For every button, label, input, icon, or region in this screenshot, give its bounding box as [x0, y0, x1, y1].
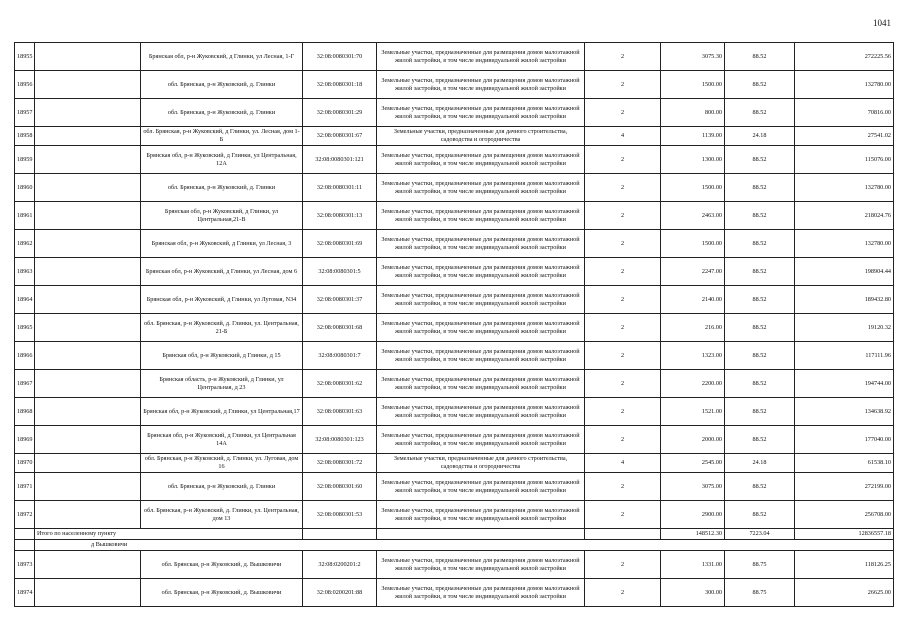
use-group-cell: 2 — [585, 43, 661, 71]
table-row — [15, 127, 894, 146]
rate-cell: 24.18 — [725, 127, 795, 146]
address-cell: обл. Брянская, р-н Жуковский, д. Глинки — [141, 99, 303, 127]
area-cell: 2000.00 — [661, 426, 725, 454]
cadastral-value-cell: 70816.00 — [795, 99, 894, 127]
address-cell: обл. Брянская, р-н Жуковский, д. Глинки, ул. Центральная, дом 13 — [141, 501, 303, 529]
empty-cell — [35, 501, 141, 529]
cadastral-number-cell: 32:08:0080301:13 — [303, 202, 377, 230]
cadastral-value-cell: 194744.00 — [795, 370, 894, 398]
cadastral-value-cell: 132780.00 — [795, 71, 894, 99]
cadastral-number-cell: 32:08:0080301:72 — [303, 454, 377, 473]
table-row — [15, 426, 894, 454]
land-registry-table — [14, 42, 894, 607]
cadastral-value-cell: 117111.96 — [795, 342, 894, 370]
use-group-cell: 2 — [585, 501, 661, 529]
total-value-cell: 12836557.18 — [795, 529, 894, 540]
area-cell: 1331.00 — [661, 551, 725, 579]
cadastral-number-cell: 32:08:0080301:7 — [303, 342, 377, 370]
table-row — [15, 314, 894, 342]
cadastral-number-cell: 32:08:0080301:18 — [303, 71, 377, 99]
use-group-cell: 2 — [585, 426, 661, 454]
cadastral-value-cell: 27541.02 — [795, 127, 894, 146]
cadastral-number-cell: 32:08:0080301:5 — [303, 258, 377, 286]
area-cell: 3075.30 — [661, 43, 725, 71]
area-cell: 2200.00 — [661, 370, 725, 398]
table-row — [15, 230, 894, 258]
area-cell: 1500.00 — [661, 71, 725, 99]
area-cell: 1300.00 — [661, 146, 725, 174]
rate-cell: 88.52 — [725, 71, 795, 99]
address-cell: обл. Брянская, р-н Жуковский, д. Вышковичи — [141, 579, 303, 607]
address-cell: Брянская обл, р-н Жуковский, д Глинки, д 15 — [141, 342, 303, 370]
cadastral-number-cell: 32:08:0080301:63 — [303, 398, 377, 426]
land-use-cell: Земельные участки, предназначенные для размещения домов малоэтажной жилой застройки, в том числе индивидуальной жилой застройки — [377, 99, 585, 127]
cadastral-value-cell: 256708.00 — [795, 501, 894, 529]
area-cell: 3075.00 — [661, 473, 725, 501]
cadastral-number-cell: 32:08:0080301:62 — [303, 370, 377, 398]
use-group-cell: 2 — [585, 174, 661, 202]
land-use-cell: Земельные участки, предназначенные для дачного строительства, садоводства и огородничества — [377, 127, 585, 146]
empty-cell — [35, 43, 141, 71]
record-number: 18974 — [15, 579, 35, 607]
record-number: 18964 — [15, 286, 35, 314]
empty-cell — [35, 398, 141, 426]
record-number: 18968 — [15, 398, 35, 426]
empty-cell — [35, 286, 141, 314]
address-cell: Брянская обл, р-н Жуковский, д Глинки, ул Центральная, 12А — [141, 146, 303, 174]
empty-cell — [35, 258, 141, 286]
cadastral-value-cell: 132780.00 — [795, 230, 894, 258]
total-rate-cell: 7223.04 — [725, 529, 795, 540]
table-row — [15, 43, 894, 71]
rate-cell: 88.52 — [725, 286, 795, 314]
area-cell: 1500.00 — [661, 174, 725, 202]
record-number: 18955 — [15, 43, 35, 71]
cadastral-number-cell: 32:08:0080301:60 — [303, 473, 377, 501]
record-number: 18973 — [15, 551, 35, 579]
cadastral-value-cell: 198904.44 — [795, 258, 894, 286]
use-group-cell: 2 — [585, 258, 661, 286]
land-use-cell: Земельные участки, предназначенные для размещения домов малоэтажной жилой застройки, в том числе индивидуальной жилой застройки — [377, 473, 585, 501]
table-row — [15, 579, 894, 607]
use-group-cell: 2 — [585, 99, 661, 127]
land-use-cell: Земельные участки, предназначенные для дачного строительства, садоводства и огородничества — [377, 454, 585, 473]
use-group-cell: 2 — [585, 473, 661, 501]
empty-cell — [35, 426, 141, 454]
cadastral-number-cell: 32:08:0080301:11 — [303, 174, 377, 202]
land-use-cell: Земельные участки, предназначенные для размещения домов малоэтажной жилой застройки, в том числе индивидуальной жилой застройки — [377, 146, 585, 174]
empty-cell — [377, 529, 585, 540]
empty-cell — [35, 127, 141, 146]
record-number: 18971 — [15, 473, 35, 501]
table-row — [15, 398, 894, 426]
area-cell: 2545.00 — [661, 454, 725, 473]
empty-cell — [35, 230, 141, 258]
record-number: 18957 — [15, 99, 35, 127]
land-use-cell: Земельные участки, предназначенные для размещения домов малоэтажной жилой застройки, в том числе индивидуальной жилой застройки — [377, 398, 585, 426]
rate-cell: 88.52 — [725, 174, 795, 202]
address-cell: обл. Брянская, р-н Жуковский, д. Глинки, ул. Луговая, дом 16 — [141, 454, 303, 473]
record-number: 18960 — [15, 174, 35, 202]
settlement-name: д Вышковичи — [35, 540, 894, 551]
table-row — [15, 370, 894, 398]
address-cell: Брянская обл, р-н Жуковский, д Глинки, ул Центральная 14А — [141, 426, 303, 454]
cadastral-number-cell: 32:08:0080301:53 — [303, 501, 377, 529]
empty-cell — [35, 71, 141, 99]
table-row — [15, 174, 894, 202]
table-row — [15, 342, 894, 370]
use-group-cell: 2 — [585, 314, 661, 342]
address-cell: Брянская обл, р-н Жуковский, д Глинки, ул Луговая, N34 — [141, 286, 303, 314]
table-row — [15, 146, 894, 174]
empty-cell — [35, 342, 141, 370]
rate-cell: 88.52 — [725, 258, 795, 286]
land-use-cell: Земельные участки, предназначенные для размещения домов малоэтажной жилой застройки, в том числе индивидуальной жилой застройки — [377, 426, 585, 454]
address-cell: Брянская обл, р-н Жуковский, д Глинки, ул Центральная,21-В — [141, 202, 303, 230]
table-row — [15, 551, 894, 579]
rate-cell: 88.52 — [725, 342, 795, 370]
area-cell: 2463.00 — [661, 202, 725, 230]
area-cell: 2900.00 — [661, 501, 725, 529]
land-use-cell: Земельные участки, предназначенные для размещения домов малоэтажной жилой застройки, в том числе индивидуальной жилой застройки — [377, 202, 585, 230]
rate-cell: 88.52 — [725, 398, 795, 426]
use-group-cell: 2 — [585, 370, 661, 398]
address-cell: обл. Брянская, р-н Жуковский, д. Глинки — [141, 473, 303, 501]
address-cell: обл. Брянская, р-н Жуковский, д. Вышковичи — [141, 551, 303, 579]
empty-cell — [35, 473, 141, 501]
use-group-cell: 2 — [585, 230, 661, 258]
rate-cell: 88.52 — [725, 202, 795, 230]
land-use-cell: Земельные участки, предназначенные для размещения домов малоэтажной жилой застройки, в том числе индивидуальной жилой застройки — [377, 174, 585, 202]
empty-cell — [303, 529, 377, 540]
record-number: 18965 — [15, 314, 35, 342]
rate-cell: 88.75 — [725, 579, 795, 607]
empty-cell — [35, 99, 141, 127]
land-use-cell: Земельные участки, предназначенные для размещения домов малоэтажной жилой застройки, в том числе индивидуальной жилой застройки — [377, 314, 585, 342]
use-group-cell: 4 — [585, 454, 661, 473]
empty-cell — [35, 314, 141, 342]
cadastral-number-cell: 32:08:0080301:121 — [303, 146, 377, 174]
cadastral-value-cell: 132780.00 — [795, 174, 894, 202]
use-group-cell: 2 — [585, 579, 661, 607]
cadastral-value-cell: 272199.00 — [795, 473, 894, 501]
empty-cell — [35, 370, 141, 398]
rate-cell: 88.52 — [725, 43, 795, 71]
cadastral-number-cell: 32:08:0080301:70 — [303, 43, 377, 71]
table-row — [15, 99, 894, 127]
use-group-cell: 2 — [585, 551, 661, 579]
empty-cell — [35, 579, 141, 607]
address-cell: Брянская обл, р-н Жуковский, д Глинки, ул Лесная, 1-Г — [141, 43, 303, 71]
table-row — [15, 286, 894, 314]
empty-cell — [35, 454, 141, 473]
area-cell: 216.00 — [661, 314, 725, 342]
table-row — [15, 501, 894, 529]
cadastral-value-cell: 272225.56 — [795, 43, 894, 71]
empty-cell — [15, 540, 35, 551]
rate-cell: 88.52 — [725, 146, 795, 174]
settlement-total-row — [15, 529, 894, 540]
rate-cell: 88.52 — [725, 501, 795, 529]
settlement-total-label: Итого по населенному пункту — [35, 529, 303, 540]
cadastral-number-cell: 32:08:0200201:2 — [303, 551, 377, 579]
area-cell: 800.00 — [661, 99, 725, 127]
record-number: 18972 — [15, 501, 35, 529]
address-cell: Брянская обл, р-н Жуковский, д Глинки, ул Центральная,17 — [141, 398, 303, 426]
record-number: 18962 — [15, 230, 35, 258]
area-cell: 1521.00 — [661, 398, 725, 426]
empty-cell — [585, 529, 661, 540]
cadastral-number-cell: 32:08:0080301:68 — [303, 314, 377, 342]
table-body — [15, 43, 894, 607]
record-number: 18966 — [15, 342, 35, 370]
land-use-cell: Земельные участки, предназначенные для размещения домов малоэтажной жилой застройки, в том числе индивидуальной жилой застройки — [377, 370, 585, 398]
address-cell: обл. Брянская, р-н Жуковский, д. Глинки — [141, 71, 303, 99]
cadastral-number-cell: 32:08:0080301:69 — [303, 230, 377, 258]
land-use-cell: Земельные участки, предназначенные для размещения домов малоэтажной жилой застройки, в том числе индивидуальной жилой застройки — [377, 551, 585, 579]
use-group-cell: 2 — [585, 342, 661, 370]
address-cell: обл. Брянская, р-н Жуковский, д Глинки, ул. Лесная, дом 1-Б — [141, 127, 303, 146]
empty-cell — [35, 551, 141, 579]
cadastral-value-cell: 26625.00 — [795, 579, 894, 607]
rate-cell: 88.75 — [725, 551, 795, 579]
land-use-cell: Земельные участки, предназначенные для размещения домов малоэтажной жилой застройки, в том числе индивидуальной жилой застройки — [377, 286, 585, 314]
use-group-cell: 2 — [585, 398, 661, 426]
cadastral-value-cell: 218024.76 — [795, 202, 894, 230]
rate-cell: 88.52 — [725, 314, 795, 342]
cadastral-number-cell: 32:08:0080301:37 — [303, 286, 377, 314]
cadastral-value-cell: 189432.80 — [795, 286, 894, 314]
table-row — [15, 473, 894, 501]
total-area-cell: 148512.30 — [661, 529, 725, 540]
address-cell: обл. Брянская, р-н Жуковский, д. Глинки — [141, 174, 303, 202]
area-cell: 300.00 — [661, 579, 725, 607]
cadastral-value-cell: 134638.92 — [795, 398, 894, 426]
cadastral-value-cell: 19120.32 — [795, 314, 894, 342]
record-number: 18969 — [15, 426, 35, 454]
cadastral-value-cell: 177040.00 — [795, 426, 894, 454]
land-use-cell: Земельные участки, предназначенные для размещения домов малоэтажной жилой застройки, в том числе индивидуальной жилой застройки — [377, 579, 585, 607]
record-number: 18967 — [15, 370, 35, 398]
record-number: 18956 — [15, 71, 35, 99]
table-row — [15, 454, 894, 473]
record-number: 18959 — [15, 146, 35, 174]
empty-cell — [15, 529, 35, 540]
rate-cell: 88.52 — [725, 426, 795, 454]
use-group-cell: 2 — [585, 71, 661, 99]
area-cell: 1500.00 — [661, 230, 725, 258]
record-number: 18970 — [15, 454, 35, 473]
cadastral-number-cell: 32:08:0080301:123 — [303, 426, 377, 454]
area-cell: 1139.00 — [661, 127, 725, 146]
empty-cell — [35, 174, 141, 202]
address-cell: Брянская обл, р-н Жуковский, д Глинки, ул Лесная, 3 — [141, 230, 303, 258]
land-use-cell: Земельные участки, предназначенные для размещения домов малоэтажной жилой застройки, в том числе индивидуальной жилой застройки — [377, 342, 585, 370]
land-use-cell: Земельные участки, предназначенные для размещения домов малоэтажной жилой застройки, в том числе индивидуальной жилой застройки — [377, 71, 585, 99]
rate-cell: 88.52 — [725, 99, 795, 127]
rate-cell: 88.52 — [725, 370, 795, 398]
area-cell: 2140.00 — [661, 286, 725, 314]
land-use-cell: Земельные участки, предназначенные для размещения домов малоэтажной жилой застройки, в том числе индивидуальной жилой застройки — [377, 43, 585, 71]
cadastral-number-cell: 32:08:0080301:67 — [303, 127, 377, 146]
land-use-cell: Земельные участки, предназначенные для размещения домов малоэтажной жилой застройки, в том числе индивидуальной жилой застройки — [377, 501, 585, 529]
address-cell: Брянская область, р-н Жуковский, д Глинки, ул Центральная, д 23 — [141, 370, 303, 398]
use-group-cell: 2 — [585, 286, 661, 314]
rate-cell: 88.52 — [725, 230, 795, 258]
cadastral-value-cell: 61538.10 — [795, 454, 894, 473]
page-number: 1041 — [873, 18, 891, 28]
cadastral-number-cell: 32:08:0200201:88 — [303, 579, 377, 607]
cadastral-value-cell: 115076.00 — [795, 146, 894, 174]
table-row — [15, 258, 894, 286]
record-number: 18961 — [15, 202, 35, 230]
use-group-cell: 4 — [585, 127, 661, 146]
address-cell: обл. Брянская, р-н Жуковский, д. Глинки, ул. Центральная, 21-Б — [141, 314, 303, 342]
cadastral-value-cell: 118126.25 — [795, 551, 894, 579]
use-group-cell: 2 — [585, 202, 661, 230]
record-number: 18963 — [15, 258, 35, 286]
cadastral-number-cell: 32:08:0080301:29 — [303, 99, 377, 127]
rate-cell: 88.52 — [725, 473, 795, 501]
empty-cell — [35, 202, 141, 230]
empty-cell — [35, 146, 141, 174]
land-use-cell: Земельные участки, предназначенные для размещения домов малоэтажной жилой застройки, в том числе индивидуальной жилой застройки — [377, 258, 585, 286]
table-row — [15, 202, 894, 230]
record-number: 18958 — [15, 127, 35, 146]
land-use-cell: Земельные участки, предназначенные для размещения домов малоэтажной жилой застройки, в том числе индивидуальной жилой застройки — [377, 230, 585, 258]
table-row — [15, 71, 894, 99]
use-group-cell: 2 — [585, 146, 661, 174]
rate-cell: 24.18 — [725, 454, 795, 473]
address-cell: Брянская обл, р-н Жуковский, д Глинки, ул Лесная, дом 6 — [141, 258, 303, 286]
settlement-header-row — [15, 540, 894, 551]
area-cell: 1323.00 — [661, 342, 725, 370]
area-cell: 2247.00 — [661, 258, 725, 286]
